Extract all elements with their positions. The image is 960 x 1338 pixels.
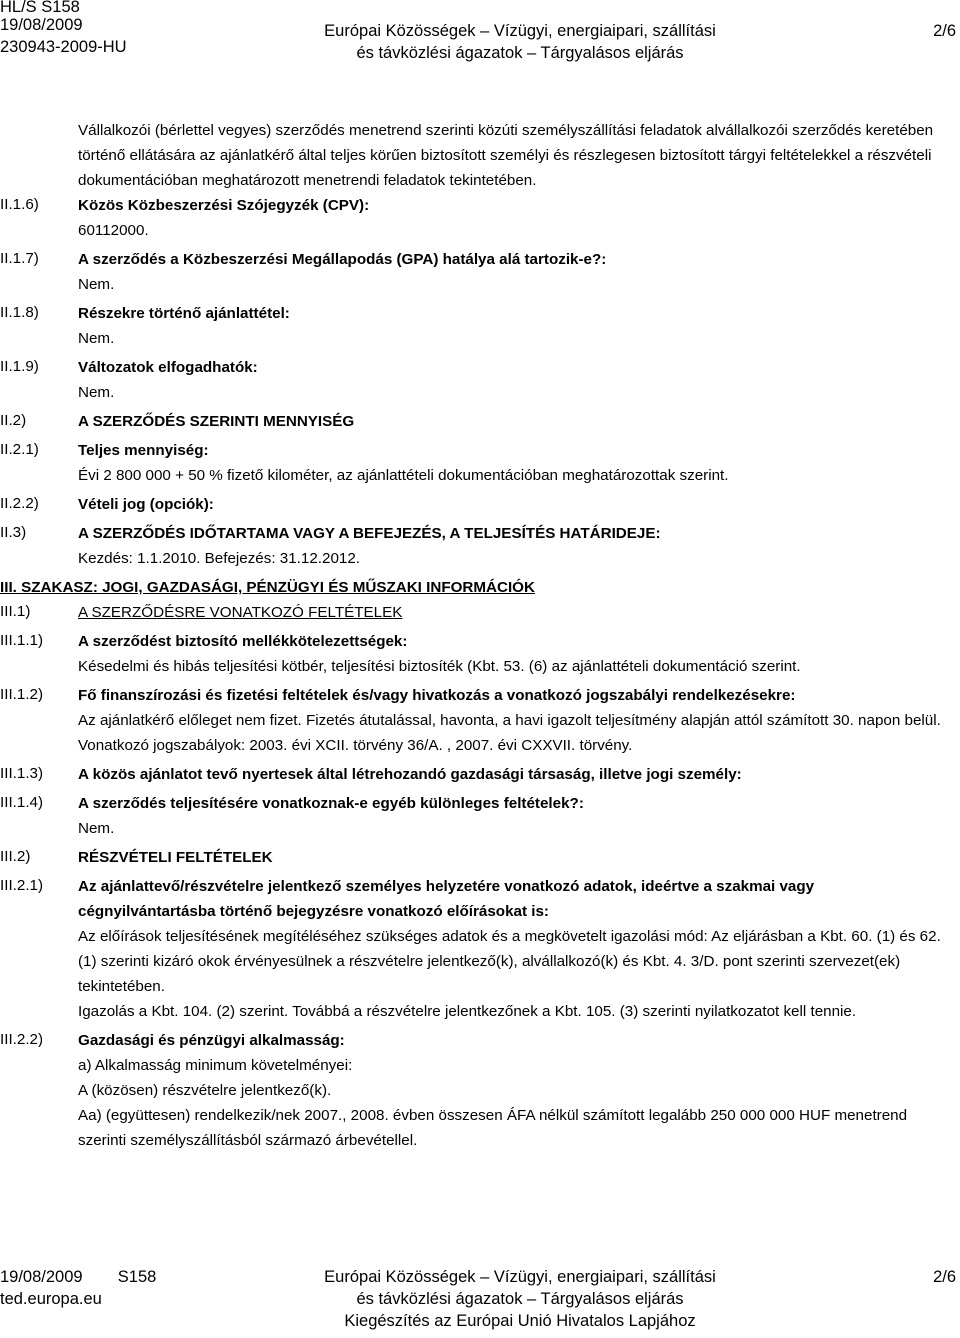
item-number: III.1.4) [0, 794, 44, 811]
item-title: A SZERZŐDÉSRE VONATKOZÓ FELTÉTELEK [78, 604, 403, 621]
item-title: A szerződés teljesítésére vonatkoznak-e egyéb különleges feltételek?: [78, 795, 584, 812]
item-number: III.2) [0, 848, 31, 865]
item-III-2-1 [0, 874, 960, 1024]
item-number: III.2.2) [0, 1031, 44, 1048]
item-number: II.2.2) [0, 495, 39, 512]
item-II-3 [0, 521, 960, 571]
item-value: Nem. [78, 820, 115, 837]
footer-title-line1: Európai Közösségek – Vízügyi, energiaipari, szállítási [324, 1268, 716, 1286]
item-title: Részekre történő ajánlattétel: [78, 305, 290, 322]
item-title: Változatok elfogadhatók: [78, 359, 258, 376]
item-III-2-2 [0, 1028, 960, 1153]
item-number: II.2.1) [0, 441, 39, 458]
item-title: A szerződés a Közbeszerzési Megállapodás (GPA) hatálya alá tartozik-e?: [78, 251, 607, 268]
item-II-1-6 [0, 193, 960, 243]
item-title: A SZERZŐDÉS SZERINTI MENNYISÉG [78, 413, 355, 430]
section-heading: III. SZAKASZ: JOGI, GAZDASÁGI, PÉNZÜGYI ÉS MŰSZAKI INFORMÁCIÓK [0, 579, 535, 596]
item-II-2-1 [0, 438, 960, 488]
item-title: Az ajánlattevő/részvételre jelentkező személyes helyzetére vonatkozó adatok, ideértve a szakmai vagy cégnyilvántartásba történő bejegyzésre vonatkozó előírásokat is: [78, 878, 815, 920]
header-page-number: 2/6 [933, 22, 956, 40]
item-value: Az előírások teljesítésének megítéléséhez szükséges adatok és a megkövetelt igazolási mód: Az eljárásban a Kbt. 60. (1) és 62. (1) szerinti kizáró okok érvényesülnek a részvételre jelentkező(k), alvállalkozó(k) és Kbt. 4. 3/D. pont szerinti szervezet(ek) tekintetében. [78, 928, 941, 995]
item-number: III.1.3) [0, 765, 44, 782]
item-II-2 [0, 409, 960, 434]
item-title: A SZERZŐDÉS IDŐTARTAMA VAGY A BEFEJEZÉS, A TELJESÍTÉS HATÁRIDEJE: [78, 525, 661, 542]
item-line-3: Aa) (együttesen) rendelkezik/nek 2007., 2008. évben összesen ÁFA nélkül számított legalább 250 000 000 HUF menetrend szerinti személyszállításból származó árbevétellel. [78, 1107, 908, 1149]
item-title: A közös ajánlatot tevő nyertesek által létrehozandó gazdasági társaság, illetve jogi személy: [78, 766, 742, 783]
doc-ref: HL/S S158 [0, 0, 80, 16]
footer-site-link[interactable]: ted.europa.eu [0, 1290, 102, 1308]
document-body [0, 118, 960, 1153]
item-title: Közös Közbeszerzési Szójegyzék (CPV): [78, 197, 370, 214]
item-II-1-7 [0, 247, 960, 297]
item-title: Teljes mennyiség: [78, 442, 209, 459]
header-title [0, 20, 960, 64]
header-title-line2: és távközlési ágazatok – Tárgyalásos eljárás [356, 44, 684, 62]
item-number: II.1.6) [0, 196, 39, 213]
footer-series: S158 [117, 1268, 157, 1286]
header-date: 19/08/2009 [0, 16, 83, 34]
item-II-1-9 [0, 355, 960, 405]
footer-title-line2: és távközlési ágazatok – Tárgyalásos eljárás [356, 1290, 684, 1308]
item-value: Az ajánlatkérő előleget nem fizet. Fizetés átutalással, havonta, a havi igazolt teljesítmény alapján attól számított 30. napon belül. [78, 712, 941, 729]
footer-title-line3: Kiegészítés az Európai Unió Hivatalos Lapjához [344, 1312, 696, 1330]
footer-page-number: 2/6 [933, 1268, 956, 1286]
item-III-1-3 [0, 762, 960, 787]
item-value: Késedelmi és hibás teljesítési kötbér, teljesítési biztosíték (Kbt. 53. (6) az ajánlattételi dokumentáció szerint. [78, 658, 801, 675]
item-title: RÉSZVÉTELI FELTÉTELEK [78, 849, 273, 866]
section-III-heading-row [0, 575, 960, 600]
item-title: Fő finanszírozási és fizetési feltételek és/vagy hivatkozás a vonatkozó jogszabályi rendelkezésekre: [78, 687, 796, 704]
item-III-1-1 [0, 629, 960, 679]
item-value: Nem. [78, 330, 115, 347]
item-line-2: A (közösen) részvételre jelentkező(k). [78, 1082, 332, 1099]
item-number: II.1.9) [0, 358, 39, 375]
item-number: II.1.8) [0, 304, 39, 321]
intro-text: Vállalkozói (bérlettel vegyes) szerződés menetrend szerinti közúti személyszállítási feladatok alvállalkozói szerződés keretében történő ellátására az ajánlatkérő által teljes körűen biztosított személyi és részlegesen biztosított tárgyi feltételekkel a részvételi dokumentációban meghatározott menetrendi feladatok tekintetében. [78, 122, 934, 189]
item-III-2 [0, 845, 960, 870]
item-number: III.1.2) [0, 686, 44, 703]
item-title: A szerződést biztosító mellékkötelezettségek: [78, 633, 408, 650]
item-value: 60112000. [78, 222, 149, 239]
item-III-1 [0, 600, 960, 625]
item-III-1-4 [0, 791, 960, 841]
doc-number: 230943-2009-HU [0, 38, 127, 56]
item-number: II.3) [0, 524, 27, 541]
item-title: Vételi jog (opciók): [78, 496, 214, 513]
item-II-2-2 [0, 492, 960, 517]
item-value: Nem. [78, 384, 115, 401]
item-title: Gazdasági és pénzügyi alkalmasság: [78, 1032, 345, 1049]
item-value-2: Igazolás a Kbt. 104. (2) szerint. Továbbá a részvételre jelentkezőnek a Kbt. 105. (3) szerinti nyilatkozatot kell tennie. [78, 1003, 857, 1020]
item-III-1-2 [0, 683, 960, 758]
item-number: III.2.1) [0, 877, 44, 894]
item-number: II.1.7) [0, 250, 39, 267]
item-II-1-8 [0, 301, 960, 351]
footer-date: 19/08/2009 [0, 1268, 83, 1286]
item-number: III.1.1) [0, 632, 44, 649]
item-line-1: a) Alkalmasság minimum követelményei: [78, 1057, 353, 1074]
item-value: Évi 2 800 000 + 50 % fizető kilométer, az ajánlattételi dokumentációban meghatározottak szerint. [78, 467, 729, 484]
item-number: III.1) [0, 603, 31, 620]
footer-title [0, 1266, 960, 1332]
item-value: Kezdés: 1.1.2010. Befejezés: 31.12.2012. [78, 550, 361, 567]
item-value: Nem. [78, 276, 115, 293]
section-intro [0, 118, 960, 193]
item-number: II.2) [0, 412, 27, 429]
header-title-line1: Európai Közösségek – Vízügyi, energiaipari, szállítási [324, 22, 716, 40]
item-value-2: Vonatkozó jogszabályok: 2003. évi XCII. törvény 36/A. , 2007. évi CXXVII. törvény. [78, 737, 633, 754]
